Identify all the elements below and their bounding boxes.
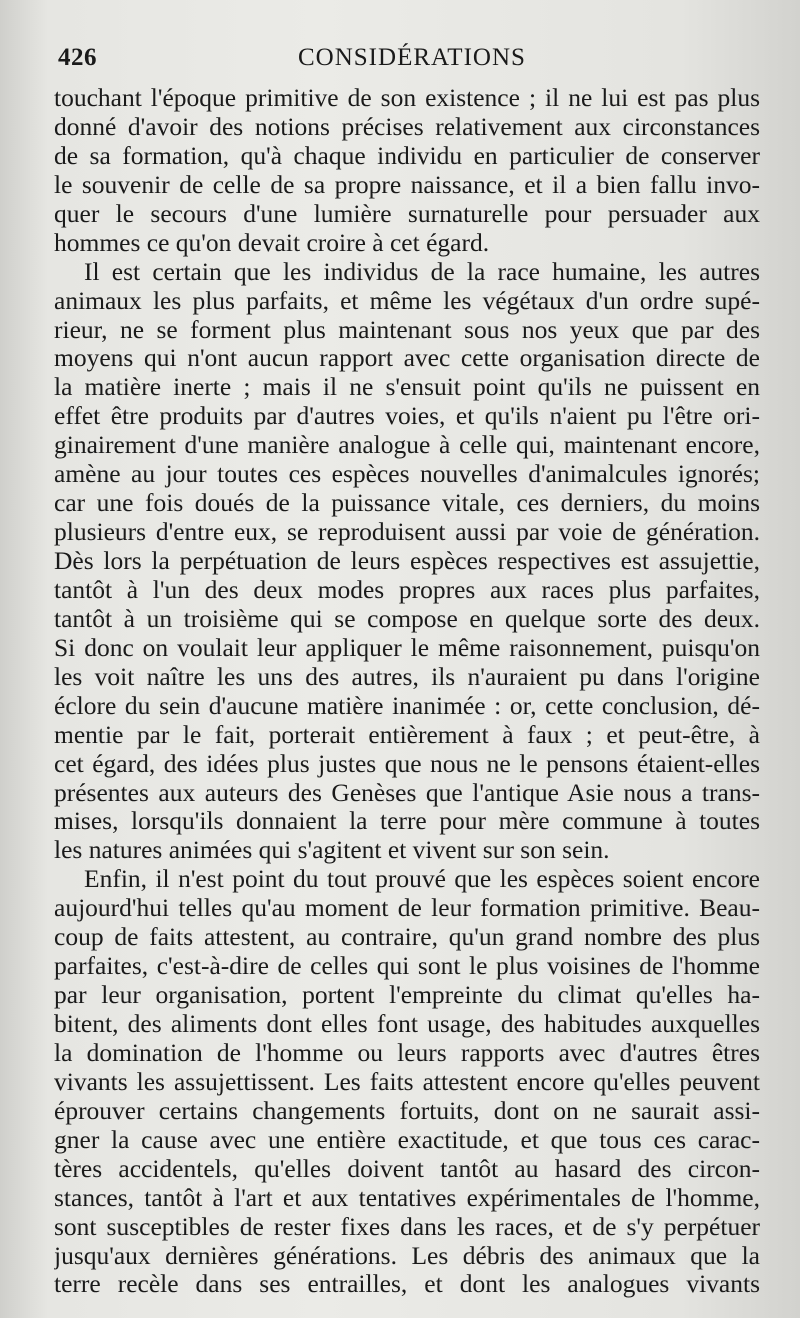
text-line: sont susceptibles de rester fixes dans les races, et de s'y perpétuer bbox=[54, 1212, 760, 1241]
running-title: CONSIDÉRATIONS bbox=[298, 44, 526, 71]
text-line: les natures animées qui s'agitent et vivent sur son sein. bbox=[54, 836, 610, 865]
text-line: ginairement d'une manière analogue à celle qui, maintenant encore, bbox=[54, 431, 760, 460]
text-line: coup de faits attestent, au contraire, qu'un grand nombre des plus bbox=[54, 923, 760, 952]
text-line: éprouver certains changements fortuits, dont on ne saurait assi- bbox=[54, 1096, 760, 1125]
text-line: tères accidentels, qu'elles doivent tantôt au hasard des circon- bbox=[54, 1154, 760, 1183]
text-line: amène au jour toutes ces espèces nouvelles d'animalcules ignorés; bbox=[54, 460, 760, 489]
text-line: touchant l'époque primitive de son existence ; il ne lui est pas plus bbox=[54, 84, 760, 112]
text-line: quer le secours d'une lumière surnaturelle pour persuader aux bbox=[54, 199, 760, 228]
text-line: gner la cause avec une entière exactitude, et que tous ces carac- bbox=[54, 1125, 760, 1154]
text-line: tantôt à l'un des deux modes propres aux races plus parfaites, bbox=[54, 575, 760, 604]
text-line: le souvenir de celle de sa propre naissance, et il a bien fallu invo- bbox=[54, 170, 760, 199]
paragraph-start-line: Enfin, il n'est point du tout prouvé que les espèces soient encore bbox=[84, 865, 760, 894]
text-line: Si donc on voulait leur appliquer le même raisonnement, puisqu'on bbox=[54, 633, 760, 662]
text-line: bitent, des aliments dont elles font usage, des habitudes auxquelles bbox=[54, 1010, 760, 1038]
text-line: plusieurs d'entre eux, se reproduisent aussi par voie de génération. bbox=[54, 518, 760, 547]
text-line: hommes ce qu'on devait croire à cet égard. bbox=[54, 228, 490, 257]
text-line: par leur organisation, portent l'empreinte du climat qu'elles ha- bbox=[54, 981, 760, 1010]
text-line: de sa formation, qu'à chaque individu en particulier de conserver bbox=[54, 141, 760, 170]
text-line: la domination de l'homme ou leurs rapports avec d'autres êtres bbox=[54, 1038, 760, 1067]
text-line: parfaites, c'est-à-dire de celles qui sont le plus voisines de l'homme bbox=[54, 952, 760, 981]
text-line: stances, tantôt à l'art et aux tentatives expérimentales de l'homme, bbox=[54, 1183, 760, 1212]
text-line: la matière inerte ; mais il ne s'ensuit point qu'ils ne puissent en bbox=[54, 373, 760, 402]
paragraph-start-line: Il est certain que les individus de la race humaine, les autres bbox=[84, 257, 760, 286]
text-line: présentes aux auteurs des Genèses que l'antique Asie nous a trans- bbox=[54, 778, 760, 807]
text-line: effet être produits par d'autres voies, et qu'ils n'aient pu l'être ori- bbox=[54, 402, 760, 431]
text-line: jusqu'aux dernières générations. Les débris des animaux que la bbox=[54, 1241, 760, 1270]
text-line: terre recèle dans ses entrailles, et dont les analogues vivants bbox=[54, 1270, 760, 1299]
text-line: éclore du sein d'aucune matière inanimée : or, cette conclusion, dé- bbox=[54, 691, 760, 720]
text-line: tantôt à un troisième qui se compose en quelque sorte des deux. bbox=[54, 604, 760, 633]
text-line: animaux les plus parfaits, et même les végétaux d'un ordre supé- bbox=[54, 286, 760, 315]
text-line: moyens qui n'ont aucun rapport avec cette organisation directe de bbox=[54, 344, 760, 373]
text-line: Dès lors la perpétuation de leurs espèces respectives est assujettie, bbox=[54, 547, 760, 575]
text-line: donné d'avoir des notions précises relativement aux circonstances bbox=[54, 112, 760, 141]
running-head bbox=[58, 44, 730, 76]
text-line: aujourd'hui telles qu'au moment de leur formation primitive. Beau- bbox=[54, 894, 760, 923]
text-line: les voit naître les uns des autres, ils n'auraient pu dans l'origine bbox=[54, 662, 760, 691]
text-line: mises, lorsqu'ils donnaient la terre pour mère commune à toutes bbox=[54, 807, 760, 836]
text-line: vivants les assujettissent. Les faits attestent encore qu'elles peuvent bbox=[54, 1067, 760, 1096]
page-number: 426 bbox=[58, 44, 97, 71]
text-line: mentie par le fait, porterait entièrement à faux ; et peut-être, à bbox=[54, 720, 760, 749]
body-text bbox=[54, 84, 760, 1299]
text-line: cet égard, des idées plus justes que nous ne le pensons étaient-elles bbox=[54, 749, 760, 778]
text-line: rieur, ne se forment plus maintenant sous nos yeux que par des bbox=[54, 315, 760, 344]
text-line: car une fois doués de la puissance vitale, ces derniers, du moins bbox=[54, 489, 760, 518]
